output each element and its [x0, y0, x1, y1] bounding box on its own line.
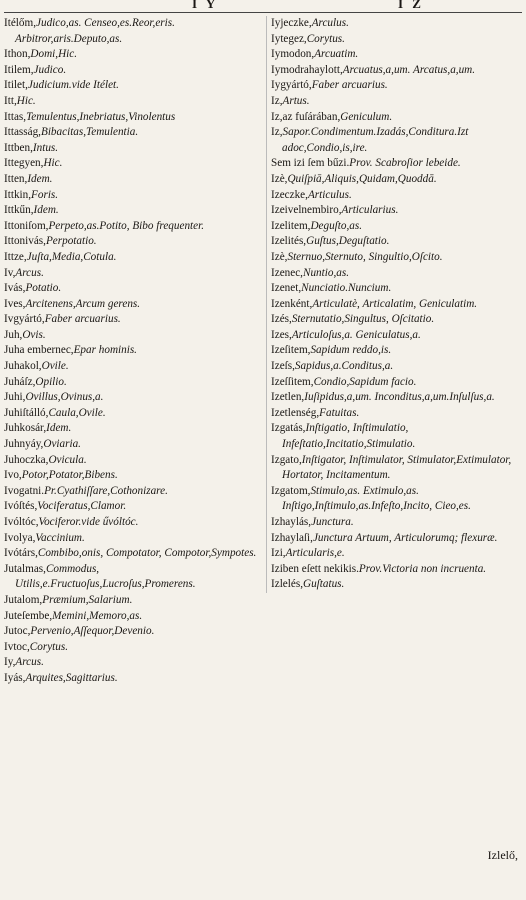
dictionary-entry — [271, 110, 526, 126]
entry-headword: Izè, — [271, 172, 288, 185]
entry-headword: Iz, — [271, 126, 283, 139]
header-right: I Z — [398, 0, 424, 11]
entry-headword: Ithon, — [4, 48, 31, 61]
entry-latin: Vaccinium. — [35, 531, 85, 544]
entry-headword: Izenec, — [271, 266, 303, 279]
dictionary-entry — [4, 390, 262, 406]
dictionary-entry — [271, 94, 526, 110]
dictionary-entry — [271, 32, 526, 48]
entry-headword: Ittoniſom, — [4, 219, 49, 232]
entry-headword: Iymodrahaylott, — [271, 63, 343, 76]
dictionary-entry — [271, 312, 526, 328]
dictionary-entry — [4, 172, 262, 188]
entry-headword: Sem izi ſem bűzi. — [271, 157, 350, 170]
entry-headword: Ivóltóc, — [4, 516, 39, 528]
entry-headword: Itélőm, — [4, 17, 37, 29]
entry-latin: Corytus. — [29, 640, 69, 653]
dictionary-entry — [271, 234, 526, 250]
dictionary-entry — [271, 484, 526, 515]
entry-latin: Vociferatus,Clamor. — [37, 500, 127, 513]
entry-latin: Arcuatim. — [314, 48, 359, 61]
entry-latin: Articularis,e. — [285, 547, 345, 560]
entry-latin: Vociferor.vide űvóltóc. — [38, 516, 139, 528]
dictionary-entry — [4, 203, 262, 219]
entry-latin: Artus. — [282, 94, 310, 107]
dictionary-entry — [4, 468, 262, 484]
entry-latin: Idem. — [33, 204, 59, 217]
dictionary-entry — [4, 125, 262, 141]
dictionary-entry — [4, 281, 262, 297]
dictionary-entry — [4, 266, 262, 282]
dictionary-entry — [4, 78, 262, 94]
entry-latin: Oviaria. — [43, 438, 81, 451]
dictionary-entry — [271, 328, 526, 344]
entry-latin: Sternuo,Sternuto, Singultio,Oſcito. — [287, 250, 443, 263]
entry-headword: Ittze, — [4, 250, 27, 263]
entry-headword: Iyjeczke, — [271, 17, 312, 29]
dictionary-entry — [271, 47, 526, 63]
entry-headword: Iyás, — [4, 671, 26, 684]
dictionary-entry — [4, 609, 262, 625]
dictionary-entry — [4, 328, 262, 344]
entry-headword: Itten, — [4, 172, 28, 185]
entry-headword: Iymodon, — [271, 48, 315, 61]
dictionary-entry — [4, 562, 262, 593]
entry-latin: Fatuitas. — [319, 406, 360, 419]
entry-latin: Idem. — [27, 172, 53, 185]
left-column — [4, 16, 262, 687]
entry-headword: Juhi, — [4, 391, 26, 404]
dictionary-entry — [271, 78, 526, 94]
dictionary-entry — [4, 188, 262, 204]
right-column — [266, 16, 526, 593]
dictionary-entry — [4, 312, 262, 328]
dictionary-entry — [4, 546, 262, 562]
entry-headword: Juhiſtálló, — [4, 406, 49, 419]
entry-headword: Ivgyártó, — [4, 313, 45, 326]
entry-latin: Quiſpiā,Aliquis,Quidam,Quoddā. — [287, 172, 437, 185]
entry-latin: Potatio. — [25, 282, 62, 295]
dictionary-entry — [271, 203, 526, 219]
entry-latin: Guſtatus. — [303, 578, 345, 591]
entry-headword: Iytegez, — [271, 32, 307, 45]
entry-headword: Izgato, — [271, 453, 302, 466]
dictionary-entry — [271, 172, 526, 188]
dictionary-entry — [271, 375, 526, 391]
entry-headword: Izlelés, — [271, 578, 303, 591]
dictionary-entry — [271, 546, 526, 562]
dictionary-entry — [4, 63, 262, 79]
dictionary-entry — [4, 156, 262, 172]
entry-headword: Ivo, — [4, 469, 22, 482]
entry-headword: Juhoczka, — [4, 453, 49, 466]
dictionary-entry — [4, 250, 262, 266]
entry-latin: Sternutatio,Singultus, Oſcitatio. — [291, 313, 435, 326]
dictionary-entry — [271, 390, 526, 406]
dictionary-entry — [271, 515, 526, 531]
entry-headword: Izetlenség, — [271, 406, 320, 419]
entry-latin: Condio,Sapidum facio. — [313, 375, 417, 388]
entry-headword: Izeſs, — [271, 360, 295, 373]
entry-headword: Izgatom, — [271, 484, 311, 497]
dictionary-entry — [4, 484, 262, 500]
entry-headword: Izeczke, — [271, 188, 308, 201]
entry-headword: Itilem, — [4, 63, 34, 76]
entry-latin: Pervenio,Aſſequor,Devenio. — [30, 625, 155, 638]
entry-latin: Corytus. — [306, 32, 345, 45]
entry-headword: Ittkűn, — [4, 204, 34, 217]
dictionary-entry — [4, 94, 262, 110]
entry-headword: Ittkin, — [4, 188, 32, 201]
entry-latin: Bibacitas,Temulentia. — [40, 126, 139, 139]
entry-headword: Ittonivás, — [4, 235, 46, 248]
entry-latin: Sapor.Condimentum.Izadás,Conditura.Izt adoc,Condio,is,ire. — [282, 126, 469, 154]
entry-headword: Juteſembe, — [4, 609, 53, 622]
dictionary-entry — [4, 375, 262, 391]
entry-latin: Judico. — [33, 63, 67, 76]
entry-headword: Izes, — [271, 328, 292, 341]
entry-latin: Nunciatio.Nuncium. — [301, 282, 392, 295]
dictionary-entry — [4, 406, 262, 422]
dictionary-entry — [4, 47, 262, 63]
dictionary-entry — [4, 593, 262, 609]
entry-latin: Stimulo,as. Extimulo,as. Inſtigo,Inſtimulo,as.Infeſto,Incito, Cieo,es. — [282, 484, 471, 513]
entry-headword: Izi, — [271, 547, 286, 560]
entry-latin: Articularius. — [341, 204, 399, 217]
entry-latin: Articulatè, Articalatim, Geniculatim. — [312, 297, 478, 310]
dictionary-entry — [4, 297, 262, 313]
dictionary-entry — [4, 531, 262, 547]
entry-latin: Opilio. — [35, 375, 67, 388]
entry-latin: Idem. — [46, 422, 72, 435]
entry-headword: Iziben eſett nekikis. — [271, 562, 359, 575]
dictionary-entry — [271, 359, 526, 375]
entry-headword: Ittas, — [4, 110, 27, 123]
entry-latin: Inſtigatio, Inſtimulatio, Infeſtatio,Incitatio,Stimulatio. — [282, 422, 416, 451]
entry-headword: Ives, — [4, 297, 26, 310]
entry-headword: Juhkosár, — [4, 422, 47, 435]
entry-headword: Iz,az fuſárában, — [271, 110, 341, 123]
dictionary-entry — [271, 125, 526, 156]
entry-latin: Intus. — [32, 141, 59, 154]
dictionary-entry — [271, 421, 526, 452]
entry-latin: Perpeto,as.Potito, Bibo frequenter. — [48, 219, 205, 232]
entry-headword: Iz, — [271, 94, 283, 107]
entry-latin: Ovillus,Ovinus,a. — [25, 391, 104, 404]
entry-headword: Jutalmas, — [4, 562, 46, 575]
entry-headword: Izeſitem, — [271, 344, 311, 357]
entry-headword: Izenet, — [271, 282, 302, 295]
entry-headword: Izeivelnembiro, — [271, 204, 342, 217]
entry-latin: Pr.Cyathiſſare,Cothonizare. — [44, 484, 168, 497]
header-left: I Y — [192, 0, 219, 11]
dictionary-entry — [4, 343, 262, 359]
dictionary-entry — [271, 250, 526, 266]
entry-latin: Junctura Artuum, Articulorumq; flexuræ. — [312, 531, 498, 544]
entry-headword: Izelités, — [271, 235, 307, 248]
dictionary-entry — [4, 671, 262, 687]
dictionary-entry — [4, 437, 262, 453]
entry-latin: Prov. Scabroſior lebeide. — [349, 157, 461, 170]
entry-headword: Juhakol, — [4, 360, 42, 373]
dictionary-entry — [4, 359, 262, 375]
dictionary-entry — [4, 453, 262, 469]
entry-latin: Guſtus,Deguſtatio. — [306, 235, 390, 248]
entry-latin: Temulentus,Inebriatus,Vinolentus — [26, 110, 176, 123]
dictionary-entry — [271, 266, 526, 282]
entry-latin: Arcitenens,Arcum gerens. — [25, 297, 141, 310]
catchword: Izlelő, — [487, 848, 518, 862]
entry-latin: Arculus. — [311, 17, 349, 29]
entry-headword: Jutalom, — [4, 593, 43, 606]
entry-headword: Izenként, — [271, 297, 313, 310]
dictionary-entry — [271, 156, 526, 172]
dictionary-entry — [4, 655, 262, 671]
entry-latin: Articulus. — [307, 188, 352, 201]
entry-headword: Juh, — [4, 328, 23, 341]
dictionary-entry — [4, 16, 262, 47]
entry-latin: Juſta,Media,Cotula. — [26, 250, 117, 263]
entry-latin: Arquites,Sagittarius. — [25, 671, 118, 684]
dictionary-entry — [4, 640, 262, 656]
entry-latin: Junctura. — [311, 516, 354, 528]
dictionary-entry — [4, 234, 262, 250]
entry-headword: Itilet, — [4, 79, 28, 92]
dictionary-entry — [271, 343, 526, 359]
entry-latin: Combibo,onis, Compotator, Compotor,Sympotes. — [37, 547, 257, 560]
entry-headword: Itt, — [4, 94, 17, 107]
entry-latin: Hic. — [16, 94, 36, 107]
dictionary-entry — [4, 499, 262, 515]
entry-latin: Domi,Hic. — [30, 48, 78, 61]
entry-latin: Nuntio,as. — [302, 266, 349, 279]
entry-headword: Izhaylaſi, — [271, 531, 313, 544]
entry-latin: Potor,Potator,Bibens. — [21, 469, 118, 482]
entry-headword: Izeſſitem, — [271, 375, 314, 388]
entry-latin: Faber arcuarius. — [311, 79, 388, 92]
entry-latin: Arcus. — [15, 656, 44, 669]
entry-headword: Jutoc, — [4, 625, 31, 638]
entry-latin: Judicium.vide Itélet. — [27, 79, 119, 92]
entry-latin: Ovicula. — [48, 453, 87, 466]
entry-latin: Geniculum. — [340, 110, 393, 123]
dictionary-entry — [271, 219, 526, 235]
entry-headword: Iygyártó, — [271, 79, 312, 92]
entry-headword: Izgatás, — [271, 422, 306, 435]
entry-headword: Ittegyen, — [4, 157, 44, 170]
dictionary-entry — [271, 406, 526, 422]
dictionary-entry — [4, 141, 262, 157]
dictionary-entry — [4, 624, 262, 640]
entry-headword: Juháſz, — [4, 375, 36, 388]
entry-latin: Iuſipidus,a,um. Inconditus,a,um.Inſulſus,a. — [304, 391, 495, 404]
entry-latin: Prov.Victoria non incruenta. — [358, 562, 487, 575]
entry-latin: Caula,Ovile. — [48, 406, 106, 419]
dictionary-entry — [4, 515, 262, 531]
entry-latin: Deguſto,as. — [310, 219, 363, 232]
entry-headword: Juha embernec, — [4, 344, 74, 357]
entry-latin: Foris. — [31, 188, 59, 201]
entry-headword: Juhnyáy, — [4, 438, 44, 451]
entry-headword: Ivogatni. — [4, 484, 45, 497]
dictionary-entry — [271, 453, 526, 484]
entry-latin: Judico,as. Censeo,es.Reor,eris. Arbitror,aris.Deputo,as. — [15, 17, 175, 45]
entry-headword: Ivótárs, — [4, 547, 38, 560]
entry-latin: Hic. — [43, 157, 63, 170]
dictionary-entry — [271, 281, 526, 297]
entry-latin: Arcus. — [15, 266, 44, 279]
entry-latin: Perpotatio. — [45, 235, 97, 248]
dictionary-entry — [271, 297, 526, 313]
entry-latin: Sapidum reddo,is. — [310, 344, 392, 357]
entry-headword: Ivolya, — [4, 531, 36, 544]
entry-headword: Iy, — [4, 656, 16, 669]
entry-latin: Commodus, Utilis,e.Fructuoſus,Lucroſus,Promerens. — [15, 562, 196, 591]
dictionary-entry — [4, 110, 262, 126]
dictionary-entry — [4, 421, 262, 437]
entry-latin: Epar hominis. — [73, 344, 137, 357]
entry-headword: Izelitem, — [271, 219, 311, 232]
dictionary-entry — [271, 562, 526, 578]
entry-headword: Ivtoc, — [4, 640, 30, 653]
entry-latin: Præmium,Salarium. — [42, 593, 133, 606]
entry-latin: Sapidus,a.Conditus,a. — [294, 360, 394, 373]
dictionary-entry — [271, 577, 526, 593]
entry-latin: Inſtigator, Inſtimulator, Stimulator,Extimulator, Hortator, Incitamentum. — [282, 453, 512, 482]
entry-headword: Izetlen, — [271, 391, 305, 404]
entry-latin: Articuloſus,a. Geniculatus,a. — [291, 328, 421, 341]
entry-headword: Ittasság, — [4, 126, 41, 139]
header-rule — [4, 12, 522, 13]
entry-headword: Izés, — [271, 313, 292, 326]
entry-latin: Ovis. — [22, 328, 46, 341]
entry-latin: Memini,Memoro,as. — [52, 609, 143, 622]
dictionary-entry — [271, 63, 526, 79]
entry-headword: Izhaylás, — [271, 516, 312, 528]
dictionary-entry — [4, 219, 262, 235]
entry-headword: Ittben, — [4, 141, 33, 154]
dictionary-entry — [271, 188, 526, 204]
dictionary-entry — [271, 16, 526, 32]
entry-latin: Ovile. — [41, 360, 69, 373]
entry-headword: Ivás, — [4, 282, 26, 295]
entry-latin: Faber arcuarius. — [44, 313, 121, 326]
entry-headword: Ivóſtés, — [4, 500, 38, 513]
entry-headword: Izè, — [271, 250, 288, 263]
dictionary-entry — [271, 531, 526, 547]
entry-latin: Arcuatus,a,um. Arcatus,a,um. — [342, 63, 476, 76]
entry-headword: Iv, — [4, 266, 16, 279]
